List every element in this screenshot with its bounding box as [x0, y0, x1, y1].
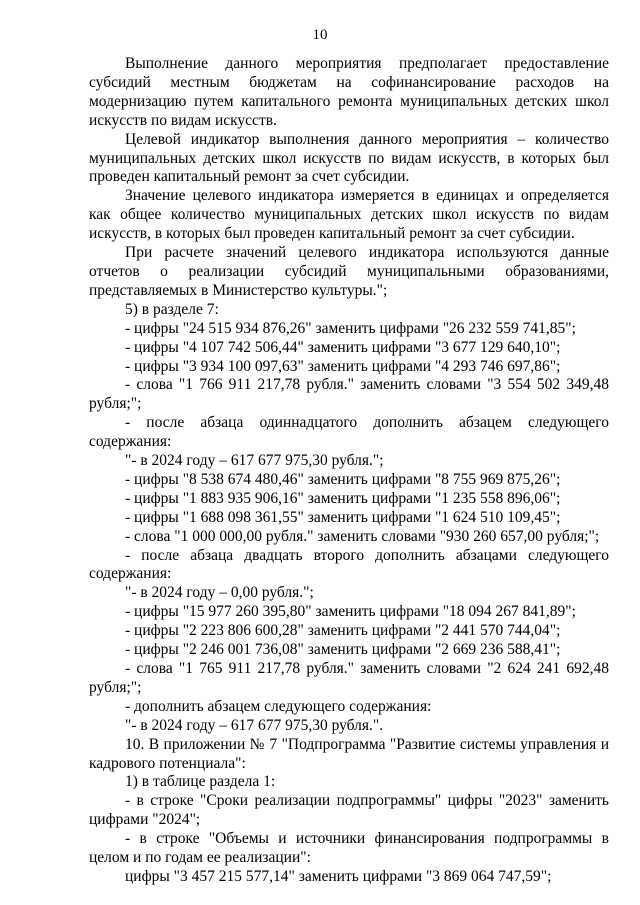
paragraph: Выполнение данного мероприятия предполагает предоставление субсидий местным бюджетам на софинансирование расходов на модернизацию путем капитального ремонта муниципальных детских школ искусств по видам искусств. [89, 55, 609, 129]
paragraph: - цифры "2 246 001 736,08" заменить цифрами "2 669 236 588,41"; [125, 641, 561, 659]
paragraph: - после абзаца двадцать второго дополнить абзацами следующего содержания: [89, 546, 609, 583]
paragraph: - цифры "8 538 674 480,46" заменить цифрами "8 755 969 875,26"; [125, 470, 561, 488]
paragraph: 1) в таблице раздела 1: [125, 773, 276, 791]
paragraph: - цифры "2 223 806 600,28" заменить цифрами "2 441 570 744,04"; [125, 622, 561, 640]
paragraph: - слова "1 765 911 217,78 рубля." заменить словами "2 624 241 692,48 рубля;"; [89, 660, 609, 696]
paragraph: - цифры "4 107 742 506,44" заменить цифрами "3 677 129 640,10"; [125, 338, 561, 356]
paragraph: - в строке "Сроки реализации подпрограммы" цифры "2023" заменить цифрами "2024"; [89, 792, 609, 829]
page-number: 10 [312, 27, 328, 43]
paragraph: - слова "1 000 000,00 рубля." заменить словами "930 260 657,00 рубля;"; [125, 527, 600, 545]
paragraph: - в строке "Объемы и источники финансирования подпрограммы в целом и по годам ее реализации": [89, 830, 609, 867]
paragraph: - цифры "1 688 098 361,55" заменить цифрами "1 624 510 109,45"; [125, 508, 561, 526]
paragraph: "- в 2024 году – 0,00 рубля."; [125, 584, 314, 602]
paragraph: - дополнить абзацем следующего содержания: [125, 697, 432, 715]
paragraph: - после абзаца одиннадцатого дополнить абзацем следующего содержания: [89, 414, 609, 451]
document-body [89, 55, 609, 887]
paragraph: - цифры "3 934 100 097,63" заменить цифрами "4 293 746 697,86"; [125, 357, 561, 375]
paragraph: цифры "3 457 215 577,14" заменить цифрами "3 869 064 747,59"; [125, 867, 552, 885]
paragraph: "- в 2024 году – 617 677 975,30 рубля."; [125, 452, 384, 470]
paragraph: 5) в разделе 7: [125, 300, 219, 318]
paragraph: Значение целевого индикатора измеряется в единицах и определяется как общее количество муниципальных детских школ искусств по видам искусств, в которых был проведен капитальный ремонт за счет субсидии. [89, 187, 609, 243]
paragraph: 10. В приложении № 7 "Подпрограмма "Развитие системы управления и кадрового потенциала": [89, 735, 609, 772]
paragraph: - слова "1 766 911 217,78 рубля." заменить словами "3 554 502 349,48 рубля;"; [89, 376, 609, 413]
paragraph: - цифры "1 883 935 906,16" заменить цифрами "1 235 558 896,06"; [125, 489, 561, 507]
paragraph: При расчете значений целевого индикатора используются данные отчетов о реализации субсидий муниципальными образованиями, представляемых в Министерство культуры."; [89, 244, 609, 299]
paragraph: "- в 2024 году – 617 677 975,30 рубля.". [125, 716, 384, 734]
paragraph: - цифры "24 515 934 876,26" заменить цифрами "26 232 559 741,85"; [125, 319, 576, 337]
paragraph: Целевой индикатор выполнения данного мероприятия – количество муниципальных детских школ искусств по видам искусств, в которых был проведен капитальный ремонт за счет субсидии. [89, 130, 609, 186]
paragraph: - цифры "15 977 260 395,80" заменить цифрами "18 094 267 841,89"; [125, 603, 576, 621]
